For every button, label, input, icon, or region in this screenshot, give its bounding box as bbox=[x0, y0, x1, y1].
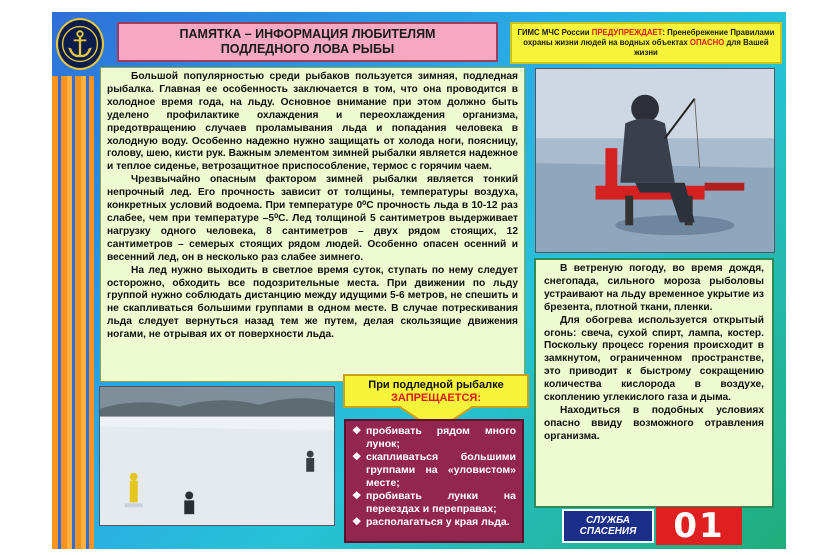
warning-part-3: : Пренебрежение Правилами охраны жизни людей на водных объектах bbox=[523, 28, 775, 47]
forbidden-item-text: располагаться у края льда. bbox=[366, 516, 510, 528]
main-paragraph-3: На лед нужно выходить в светлое время суток, ступать по нему следует осторожно, обходить все подозрительные места. При движении по льду группой нужно соблюдать дистанцию между идущими 5-6 метров, не спешить и не скапливаться большими группами в одном месте. В случае потрескивания льда следует вернуться назад тем же путем, делая скользящие движения ногами, не отрывая их от поверхности льда. bbox=[107, 264, 518, 341]
right-paragraph-3: Находиться в подобных условиях опасно ввиду возможного отравления организма. bbox=[544, 404, 764, 442]
anchor-emblem-icon bbox=[56, 18, 104, 70]
title-line-1: ПАМЯТКА – ИНФОРМАЦИЯ ЛЮБИТЕЛЯМ bbox=[179, 27, 436, 41]
right-paragraph-1: В ветреную погоду, во время дождя, снегопада, сильного мороза рыболовы устраивают на льду временное укрытие из брезента, плотной ткани, пленки. bbox=[544, 263, 764, 313]
ice-fisherman-photo bbox=[535, 68, 775, 253]
rescue-service-logo bbox=[562, 507, 742, 545]
logo-line-2: СПАСЕНИЯ bbox=[579, 526, 637, 537]
bullet-icon: ❖ bbox=[352, 516, 362, 528]
frozen-lake-photo bbox=[99, 386, 335, 526]
main-paragraph-1: Большой популярностью среди рыбаков пользуется зимняя, подледная рыбалка. Главная ее особенность заключается в том, что она проводится в холодное время года, на льду. Основное внимание при этом должно быть уделено профилактике охлаждения и переохлаждения организма, предотвращению случаев проламывания льда и попадания человека в холодную воду. Особенно надежно нужно защищать от холода ноги, поясницу, голову, шею, кисти рук. Важным элементом зимней рыбалки является надежное и теплое сиденье, ветрозащитное приспособление, термос с горячим чаем. bbox=[107, 71, 518, 173]
right-paragraph-2: Для обогрева используется открытый огонь: свеча, сухой спирт, лампа, костер. Поскольку процесс горения происходит в замкнутом, ограниченном пространстве, это приводит к быстрому сокращению количества кислорода в воздухе, скоплению углекислого газа и дыма. bbox=[544, 314, 764, 404]
forbidden-item-text: скапливаться большими группами на «уловистом» месте; bbox=[366, 451, 516, 489]
rescue-logo-text bbox=[562, 509, 654, 543]
warning-notice bbox=[510, 22, 782, 64]
forbidden-list bbox=[352, 425, 516, 529]
bullet-icon: ❖ bbox=[352, 451, 362, 463]
forbidden-item bbox=[352, 516, 516, 529]
logo-line-1: СЛУЖБА bbox=[585, 515, 631, 526]
poster bbox=[52, 12, 786, 549]
forbidden-item-text: пробивать рядом много лунок; bbox=[366, 425, 516, 450]
forbidden-list-box bbox=[344, 419, 524, 543]
warning-part-4: ОПАСНО bbox=[689, 38, 725, 47]
forbidden-item bbox=[352, 451, 516, 490]
main-paragraph-2: Чрезвычайно опасным фактором зимней рыбалки является тонкий непрочный лед. Его прочность зависит от толщины, температуры воздуха, конкретных условий водоема. При температуре 0⁰С прочность льда в 10-12 раз слабее, чем при температуре –5⁰С. Лед толщиной 5 сантиметров выдерживает нагрузку одного человека, 8 сантиметров – двух рядом стоящих, 12 сантиметров – семерых стоящих рядом людей. Особенно опасен осенний и весенний лед, он в несколько раз слабее зимнего. bbox=[107, 174, 518, 263]
warning-part-2: ПРЕДУПРЕЖДАЕТ bbox=[591, 28, 663, 37]
forbidden-item-text: пробивать лунки на переездах и переправах; bbox=[366, 490, 516, 515]
forbidden-header-line-1: При подледной рыбалке bbox=[368, 379, 504, 391]
warning-part-1: ГИМС МЧС России bbox=[517, 28, 592, 37]
decorative-stripes bbox=[52, 76, 94, 549]
bullet-icon: ❖ bbox=[352, 425, 362, 437]
forbidden-header-line-2: ЗАПРЕЩАЕТСЯ: bbox=[391, 392, 481, 404]
main-text-block bbox=[100, 67, 525, 382]
forbidden-item bbox=[352, 490, 516, 516]
page-title bbox=[117, 22, 498, 62]
logo-number: 01 bbox=[656, 507, 742, 545]
warning-part-5: для Вашей жизни bbox=[634, 38, 769, 57]
right-text-block bbox=[534, 258, 774, 508]
forbidden-item bbox=[352, 425, 516, 451]
title-line-2: ПОДЛЕДНОГО ЛОВА РЫБЫ bbox=[220, 42, 395, 56]
bullet-icon: ❖ bbox=[352, 490, 362, 502]
